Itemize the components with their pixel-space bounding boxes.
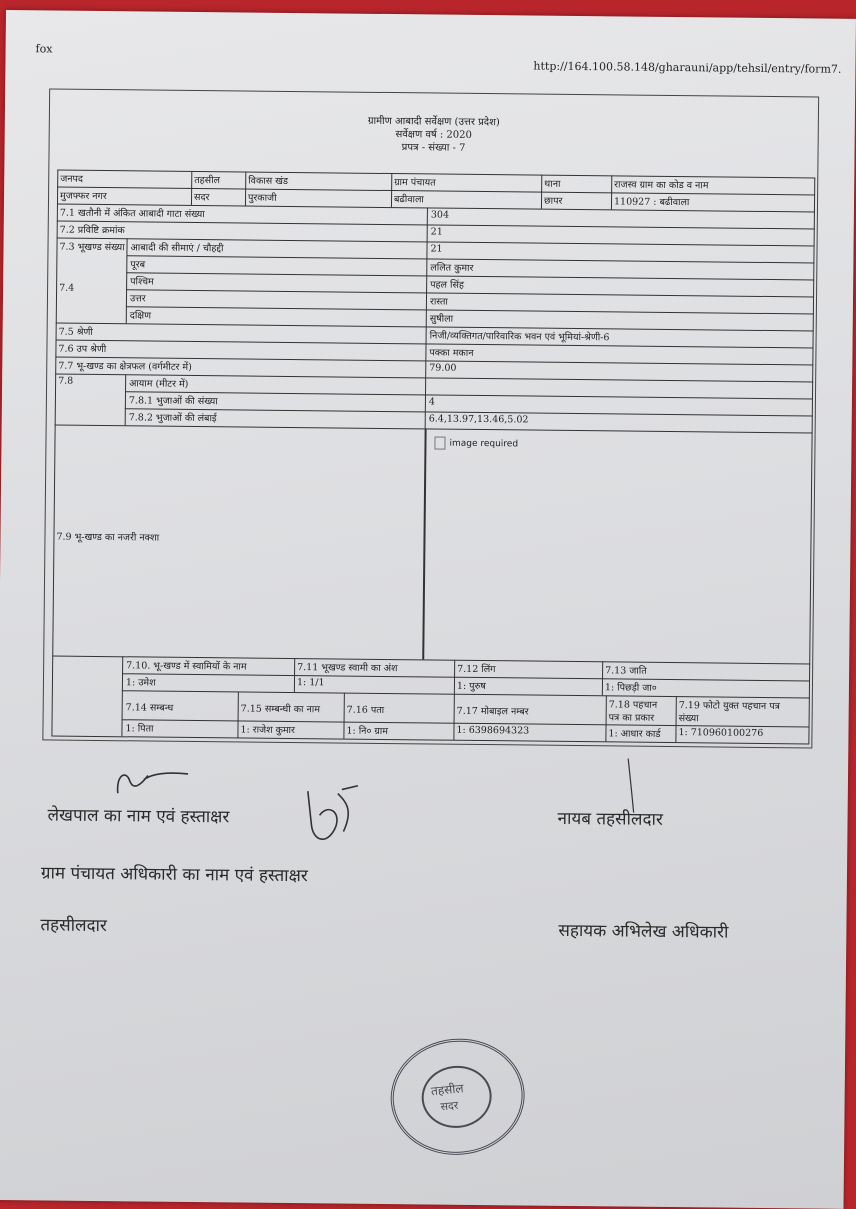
v716: 1: नि० ग्राम (346, 725, 388, 738)
lekhpal-handwritten-signature (108, 763, 218, 804)
r71-value: 304 (430, 209, 450, 221)
page-url: http://164.100.58.148/gharauni/app/tehsil/entry/form7. (533, 59, 842, 76)
lekhpal-signature-label: लेखपाल का नाम एवं हस्ताक्षर (47, 805, 230, 828)
v715: 1: राजेश कुमार (240, 724, 295, 737)
sketch-map-placeholder (434, 437, 518, 451)
south-label: दक्षिण (129, 310, 152, 322)
village-code-label: राजस्व ग्राम का कोड व नाम (614, 179, 709, 192)
h716: 7.16 पता (346, 704, 385, 716)
v718: 1: आधार कार्ड (608, 728, 661, 740)
janpad-label: जनपद (60, 173, 84, 185)
form-grid (56, 170, 815, 740)
west-value: पहल सिंह (430, 279, 465, 291)
h711: 7.11 भूखण्ड स्वामी का अंश (297, 662, 398, 675)
r72-value: 21 (430, 226, 443, 238)
thana-value: छापर (543, 195, 563, 207)
west-label: पश्चिम (130, 276, 154, 288)
h715: 7.15 सम्बन्धी का नाम (240, 703, 321, 716)
r77-label: 7.7 भू-खण्ड का क्षेत्रफल (वर्गमीटर में) (58, 360, 192, 373)
east-label: पूरब (130, 259, 146, 271)
broken-image-icon (434, 437, 445, 450)
stamp-line1: तहसील (430, 1081, 465, 1099)
h714: 7.14 सम्बन्ध (125, 702, 174, 714)
v713: 1: पिछड़ी जा० (604, 682, 657, 694)
village-code-value: 110927 : बढीवाला (613, 196, 690, 209)
v717: 1: 6398694323 (456, 724, 530, 737)
r76-value: पक्का मकान (429, 347, 474, 359)
v712: 1: पुरुष (456, 680, 486, 693)
sahayak-abhilekh-adhikari-label: सहायक अभिलेख अधिकारी (558, 920, 729, 943)
gram-panchayat-value: बढीवाला (393, 194, 424, 206)
gram-panchayat-officer-label: ग्राम पंचायत अधिकारी का नाम एवं हस्ताक्षर (40, 863, 308, 887)
r78-num: 7.8 (58, 375, 74, 387)
stamp-line2: सदर (439, 1098, 459, 1114)
r781-value: 4 (428, 396, 436, 408)
header-line2: सर्वेक्षण वर्ष : 2020 (395, 129, 472, 141)
signature-scribble (297, 781, 368, 852)
v719: 1: 710960100276 (678, 727, 764, 739)
tehsil-label: तहसील (194, 174, 221, 187)
thana-label: थाना (544, 178, 561, 190)
r75-value: निजी/व्यक्तिगत/पारिवारिक भवन एवं भूमियां-श्रेणी-6 (429, 330, 610, 344)
form-7 (42, 88, 819, 748)
r73-label: 7.3 भूखण्ड संख्या (59, 241, 125, 254)
r74-title: आबादी की सीमाएं / चौहद्दी (130, 242, 224, 255)
h717: 7.17 मोबाइल नम्बर (456, 705, 529, 718)
east-value: ललित कुमार (430, 262, 474, 274)
document-page (0, 10, 856, 1209)
v711: 1: 1/1 (296, 677, 325, 689)
v710: 1: उमेश (125, 677, 156, 689)
r73-value: 21 (430, 243, 443, 255)
r79-label: 7.9 भू-खण्ड का नजरी नक्शा (56, 531, 160, 544)
r74-num: 7.4 (59, 282, 75, 294)
r77-value: 79.00 (429, 362, 457, 374)
gram-panchayat-label: ग्राम पंचायत (394, 177, 436, 189)
north-label: उत्तर (129, 293, 146, 305)
h710: 7.10. भू-खण्ड में स्वामियों के नाम (126, 660, 247, 673)
tehsil-value: सदर (193, 191, 210, 204)
r76-label: 7.6 उप श्रेणी (58, 343, 107, 356)
h712: 7.12 लिंग (457, 663, 496, 676)
r782-label: 7.8.2 भुजाओं की लंबाई (128, 412, 217, 425)
south-value: सुषीला (429, 313, 454, 325)
form-header (50, 111, 818, 158)
north-value: रास्ता (429, 296, 448, 308)
header-line1: ग्रामीण आबादी सर्वेक्षण (उत्तर प्रदेश) (367, 115, 500, 129)
r78-label: आयाम (मीटर में) (129, 378, 189, 390)
h718b: पत्र का प्रकार (608, 712, 655, 724)
h719a: 7.19 फोटो युक्त पहचान पत्र (678, 700, 780, 713)
r72-label: 7.2 प्रविष्टि क्रमांक (59, 224, 125, 237)
h713: 7.13 जाति (605, 665, 647, 677)
tehsildar-label: तहसीलदार (40, 915, 108, 937)
v714: 1: पिता (125, 723, 154, 735)
sketch-map-alt: image required (449, 438, 519, 450)
browser-fragment: fox (35, 42, 53, 56)
block-value: पुरकाजी (247, 192, 277, 204)
r75-label: 7.5 श्रेणी (58, 326, 93, 338)
block-label: विकास खंड (248, 175, 289, 187)
r782-value: 6.4,13.97,13.46,5.02 (428, 413, 529, 426)
janpad-value: मुजफ्फर नगर (59, 190, 107, 203)
h719b: संख्या (678, 713, 699, 725)
r71-label: 7.1 खतौनी में अंकित आबादी गाटा संख्या (59, 207, 205, 221)
r781-label: 7.8.1 भुजाओं की संख्या (128, 395, 218, 408)
naib-tehsildar-label: नायब तहसीलदार (557, 808, 664, 830)
tehsil-seal-stamp (385, 1033, 529, 1161)
header-line3: प्रपत्र - संख्या - 7 (401, 142, 466, 154)
h718a: 7.18 पहचान (608, 699, 658, 711)
